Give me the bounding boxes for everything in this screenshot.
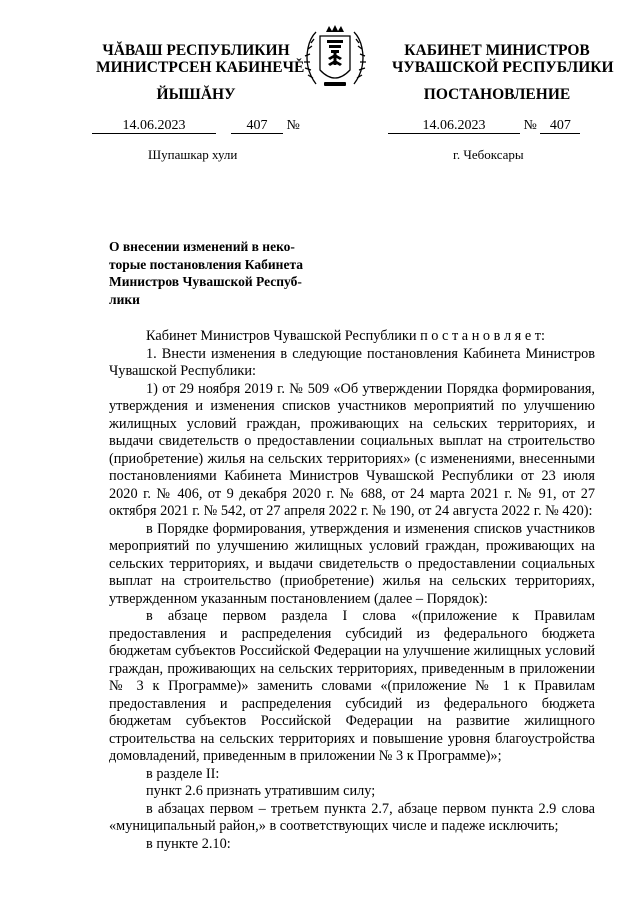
left-date-line	[92, 118, 300, 134]
subject-line: Министров Чувашской Респуб-	[109, 274, 302, 289]
right-doc-type: ПОСТАНОВЛЕНИЕ	[423, 86, 571, 103]
right-header-line-1: КАБИНЕТ МИНИСТРОВ	[404, 42, 590, 59]
right-number: 407	[540, 118, 580, 134]
subject-line: лики	[109, 291, 140, 307]
document-subject	[109, 238, 317, 308]
body-paragraph: в абзацах первом – третьем пункта 2.7, абзаце первом пункта 2.9 слова «муниципальный район,» в соответствующих числе и падеже исключить;	[109, 800, 595, 834]
left-no-sign: №	[286, 118, 300, 133]
left-header-line-2: МИНИСТРСЕН КАБИНЕЧĚ	[96, 59, 305, 76]
left-header-line-1: ЧĂВАШ РЕСПУБЛИКИН	[102, 42, 290, 59]
left-date: 14.06.2023	[92, 118, 216, 134]
document-body	[109, 328, 595, 853]
body-paragraph: в пункте 2.10:	[146, 835, 231, 852]
subject-line: О внесении изменений в неко-	[109, 239, 295, 254]
body-paragraph: в Порядке формирования, утверждения и изменения списков участников мероприятий по улучшению жилищных условий граждан, проживающих на сельских территориях, и выдачи свидетельств о предоставлении социальных выплат на строительство (приобретение) жилья на сельских территориях, утвержденном указанным постановлением (далее – Порядок):	[109, 520, 595, 607]
right-header	[392, 42, 614, 76]
body-paragraph: в абзаце первом раздела I слова «(приложение к Правилам предоставления и распределения субсидий из федерального бюджета бюджетам субъектов Российской Федерации на улучшение жилищных условий граждан, проживающих на сельских территориях, приведенным в приложении № 3 к Программе)» заменить словами «(приложение № 1 к Правилам предоставления и распределения субсидий из федерального бюджета бюджетам субъектов Российской Федерации на развитие жилищного строительства на сельских территориях и повышение уровня благоустройства домовладений, приведенным в приложении № 3 к Программе)»;	[109, 608, 595, 764]
body-paragraph: пункт 2.6 признать утратившим силу;	[146, 783, 376, 799]
right-no-sign: №	[523, 118, 537, 133]
body-paragraph: 1) от 29 ноября 2019 г. № 509 «Об утверждении Порядка формирования, утверждения и изменения списков участников мероприятий по улучшению жилищных условий граждан, проживающих на сельских территориях, и выдачи свидетельств о предоставлении социальных выплат на строительство (приобретение) жилья на сельских территориях» (с изменениями, внесенными постановлениями Кабинета Министров Чувашской Республики от 23 июля 2020 г. № 406, от 9 декабря 2020 г. № 688, от 24 марта 2021 г. № 91, от 27 октября 2021 г. № 542, от 27 апреля 2022 г. № 190, от 24 августа 2022 г. № 420):	[109, 380, 595, 519]
body-paragraph: Кабинет Министров Чувашской Республики п о с т а н о в л я е т:	[146, 328, 545, 344]
left-header	[96, 42, 305, 76]
subject-line: торые постановления Кабинета	[109, 256, 303, 272]
chuvash-coat-of-arms-icon	[298, 24, 372, 94]
body-paragraph: 1. Внести изменения в следующие постановления Кабинета Министров Чувашской Республики:	[109, 345, 595, 379]
city-right: г. Чебоксары	[453, 147, 524, 162]
right-header-line-2: ЧУВАШСКОЙ РЕСПУБЛИКИ	[392, 59, 614, 76]
right-date-line	[388, 118, 580, 134]
left-number: 407	[231, 118, 283, 134]
city-left: Шупашкар хули	[148, 147, 238, 162]
body-paragraph: в разделе II:	[146, 765, 220, 782]
left-doc-type: ЙЫШĂНУ	[156, 86, 236, 103]
right-date: 14.06.2023	[388, 118, 520, 134]
